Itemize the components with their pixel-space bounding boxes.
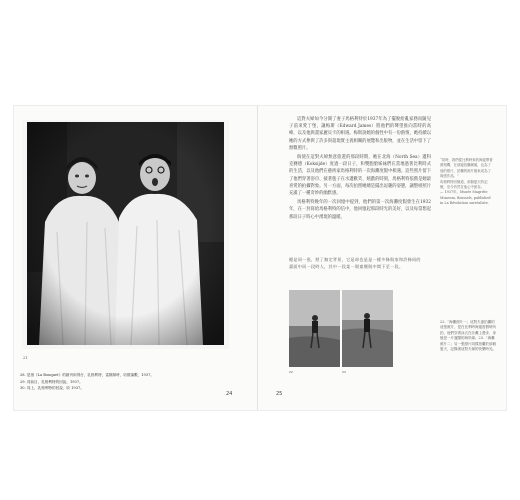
footnote: 30. 同上，乳格利特的回說，收 1937。 <box>20 386 84 391</box>
footnotes <box>20 372 190 392</box>
book-gutter <box>257 106 258 410</box>
main-photo-number: 21 <box>23 356 28 360</box>
pull-quote-line: 畫面中同一段時人，其中一段某一場童懷與中間下至一段。 <box>289 264 404 270</box>
sidenote <box>440 158 494 207</box>
small-photo-number: 22 <box>289 370 293 374</box>
pull-quote <box>289 256 431 271</box>
small-photo-right <box>342 290 393 367</box>
body-paragraph: 這對夫婦如今分開了妻子馬格利特於1937年為了擺脫紛亂家務而隨兒子前來愛丁堡，讓梅斯（Edward James）將他們的聲望推向當時的高峰，以及他與畫家麗貝卡的相遇。梅斯說她的個性中有一份熱情，她持續以她的方式參與了許多與超現實主義相關的展覽和出版物，並在生活中留下了無數照片。 <box>289 117 431 151</box>
body-paragraph: 馬格利特晚年的一次回憶中提到，他們的第一次海灘度假發生在1932年，在一封寫給馬格利特的信中，他回憶起那段時光的美好，以及每當想起那段日子時心中湧現的溫暖。 <box>289 200 431 220</box>
small-photo-left <box>289 290 340 367</box>
footnote: 29. 同前目，乳格利特的回說，1937。 <box>20 379 83 384</box>
small-photo-right-image <box>342 290 393 367</box>
main-photo <box>27 122 224 345</box>
small-photo-caption: 22.「海灘照片一」這對夫妻拍攝的這張照片，是在比利時海邊度假時所拍，他們穿著泳衣在沙灘上漫步，身後是一片遼闊的海岸線。23.「海灘照片二」另一張照片同樣拍攝於那個夏天，記錄著這對夫婦的快樂時光。 <box>440 320 496 352</box>
sidenote-line: 馬格利特回憶道，那個夏天的記憶，至今仍然在他心中留存。 <box>440 179 488 190</box>
small-photo-left-image <box>289 290 340 367</box>
body-paragraph: 倘使在這對夫婦無意旅遊的那段時期，她在北海（North Sea）邊科克賽德（Koksijde）度過一段日子，和雙胞胎姊妹們在當地過著比利時式的生活，以及他們在藝術家馬格利特的一次海灘度假中相遇。這些照片留下了他們穿著浴巾、披著毯子在水邊歡笑、嬉戲的時刻，馬格利特依舊是她最喜愛的拍攝對象。另一方面，每次拍照她總是擺出逗趣的姿態，讓整組照片充滿了一種奇妙的幽默感。 <box>289 155 431 197</box>
left-page-number: 24 <box>226 391 233 397</box>
sidenote-line: — 1937年，Musée Magritte Museum, Brussels, published in La Révolution surréaliste. <box>440 190 491 206</box>
small-photo-number: 23 <box>342 370 346 374</box>
body-text <box>289 116 431 223</box>
main-photo-image <box>27 122 224 345</box>
right-page-number: 25 <box>276 391 283 397</box>
pull-quote-line: 總是同一張，照了無定背景，它是却也是是一樣多條與家和許條同的 <box>289 257 421 262</box>
footnote: 28. 是指《La Bouquet》的創刊和別台，乳格利特，雷斯歸時，培徵蕩數，1937。 <box>20 373 155 377</box>
sidenote-line: “同時，我們從比利時來的海邊帶著照相機，在那邊拍攝鏡頭，也為了他的照片，拍攝的照片後來成為了幾張作品。” <box>440 158 493 179</box>
